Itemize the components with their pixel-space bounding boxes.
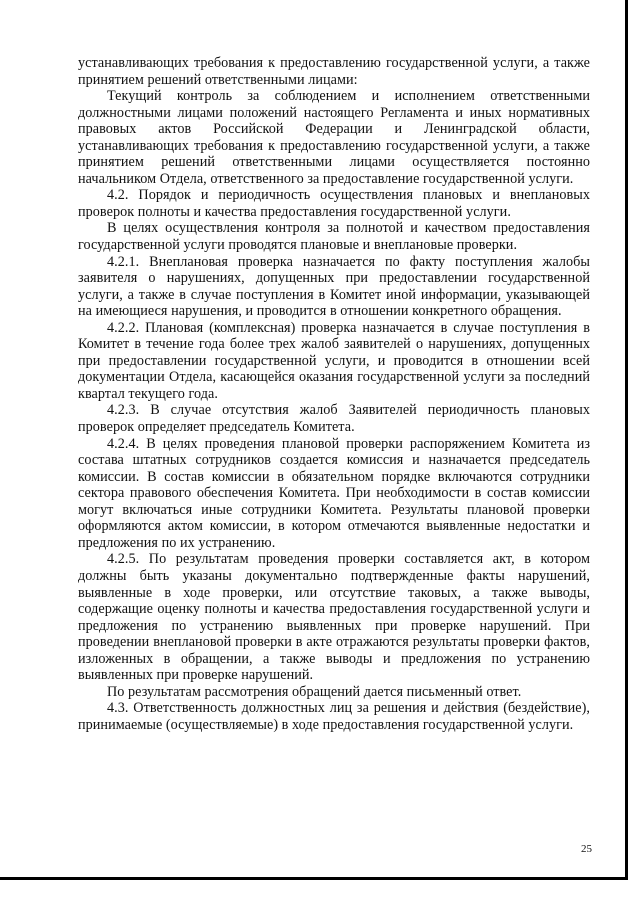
paragraph-section-4-2: 4.2. Порядок и периодичность осуществления плановых и внеплановых проверок полноты и качества предоставления государственной услуги. [78,187,590,220]
paragraph-section-4-2-2: 4.2.2. Плановая (комплексная) проверка назначается в случае поступления в Комитет в течение года более трех жалоб заявителей о нарушениях, допущенных при предоставлении государственной услуги, и проводится в отношении всей документации Отдела, касающейся оказания государственной услуги за последний квартал текущего года. [78,319,590,402]
paragraph-continuation: устанавливающих требования к предоставлению государственной услуги, а также принятием решений ответственными лицами: [78,55,590,88]
paragraph-inspections-intro: В целях осуществления контроля за полнотой и качеством предоставления государственной услуги проводятся плановые и внеплановые проверки. [78,220,590,254]
page-bottom-strip [0,883,640,905]
paragraph-section-4-2-5: 4.2.5. По результатам проведения проверки составляется акт, в котором должны быть указаны документально подтвержденные факты нарушений, выявленные в ходе проверки, или отсутствие таковых, а также выводы, содержащие оценку полноты и качества предоставления государственной услуги и предложения по устранению выявленных при проверке нарушений. При проведении внеплановой проверки в акте отражаются результаты проверки фактов, изложенных в обращении, а также выводы и предложения по устранению выявленных при проверке нарушений. [78,551,590,684]
paragraph-section-4-3: 4.3. Ответственность должностных лиц за решения и действия (бездействие), принимаемые (осуществляемые) в ходе предоставления государственной услуги. [78,700,590,733]
document-body [78,55,590,733]
page-number: 25 [581,843,592,855]
paragraph-section-4-2-3: 4.2.3. В случае отсутствия жалоб Заявителей периодичность плановых проверок определяет председатель Комитета. [78,402,590,436]
paragraph-section-4-2-4: 4.2.4. В целях проведения плановой проверки распоряжением Комитета из состава штатных сотрудников создается комиссия и назначается председатель комиссии. В состав комиссии в обязательном порядке включаются сотрудники сектора правового обеспечения Комитета. При необходимости в состав комиссии могут включаться иные сотрудники Комитета. Результаты плановой проверки оформляются актом комиссии, в котором отмечаются выявленные недостатки и предложения по их устранению. [78,435,590,551]
paragraph-current-control: Текущий контроль за соблюдением и исполнением ответственными должностными лицами положений настоящего Регламента и иных нормативных правовых актов Российской Федерации и Ленинградской области, устанавливающих требования к предоставлению государственной услуги, а также принятием решений ответственными лицами осуществляется постоянно начальником Отдела, ответственного за предоставление государственной услуги. [78,88,590,187]
paragraph-written-response: По результатам рассмотрения обращений дается письменный ответ. [107,683,522,700]
paragraph-section-4-2-1: 4.2.1. Внеплановая проверка назначается по факту поступления жалобы заявителя о нарушениях, допущенных при предоставлении государственной услуги, а также в случае поступления в Комитет иной информации, указывающей на имеющиеся нарушения, и проводится в отношении конкретного обращения. [78,253,590,320]
